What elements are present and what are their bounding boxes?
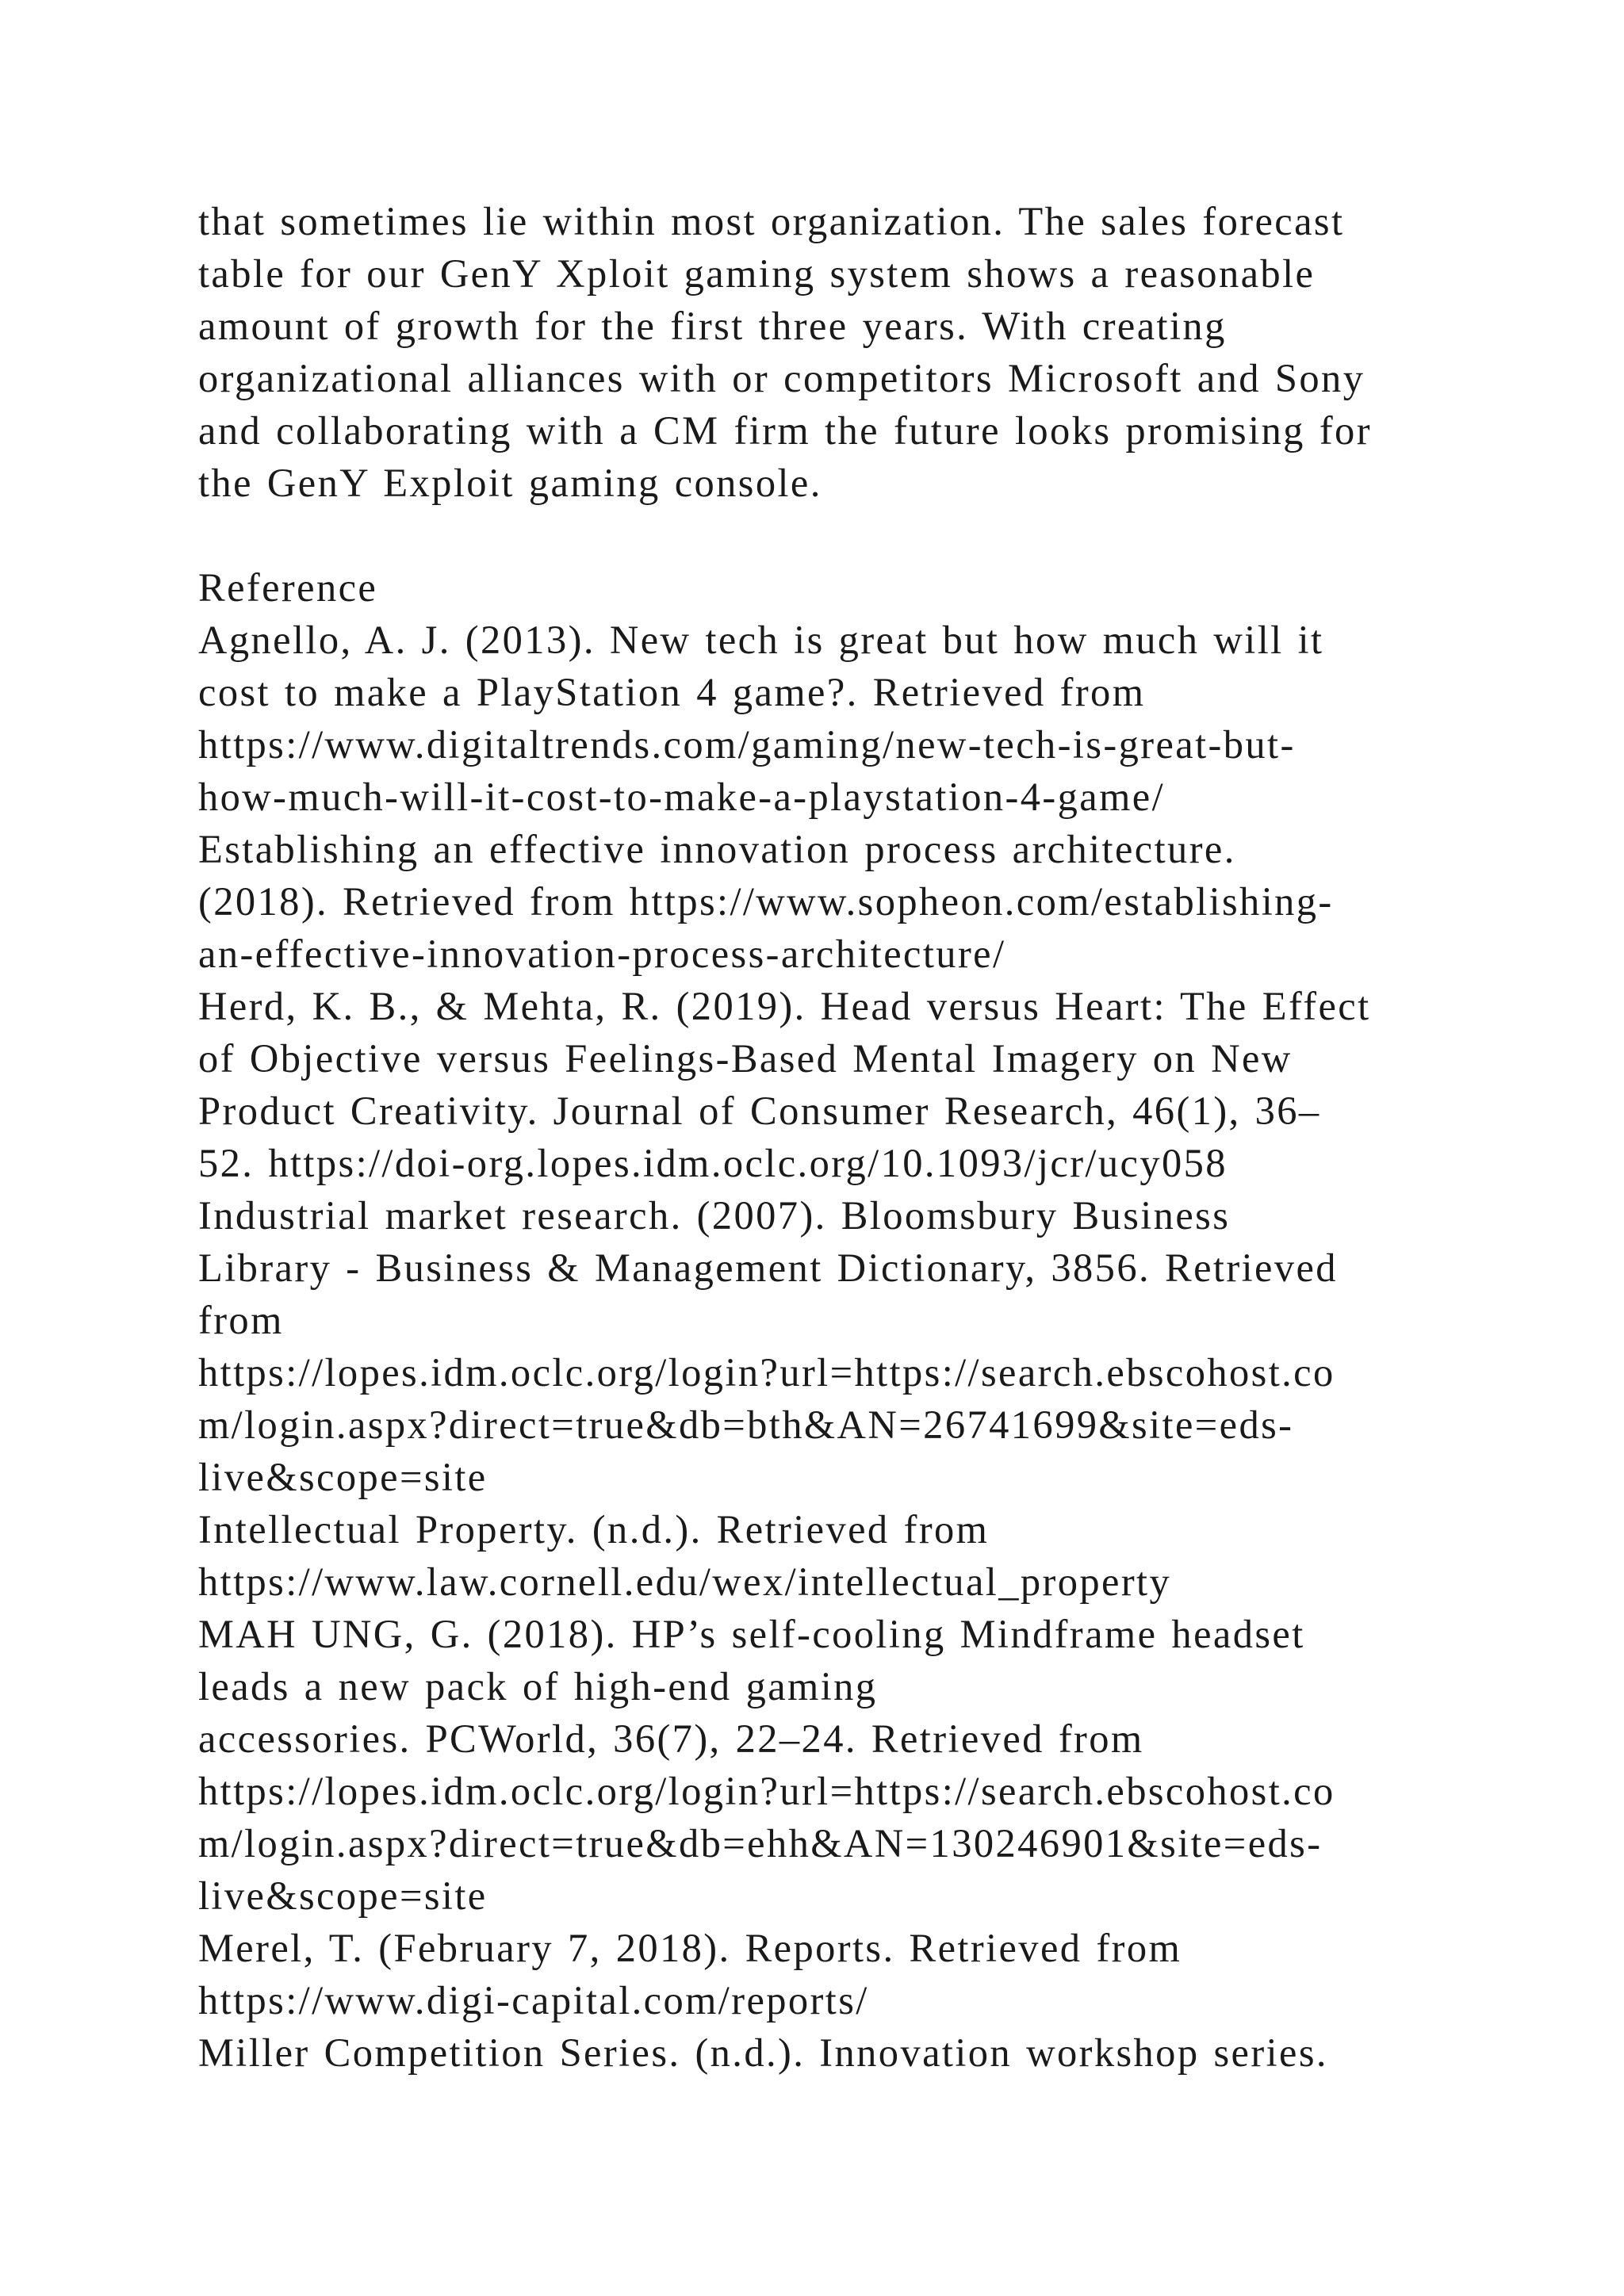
reference-line: from <box>198 1298 284 1342</box>
paragraph-line: the GenY Exploit gaming console. <box>198 461 822 505</box>
reference-line: https://www.digitaltrends.com/gaming/new-tech-is-great-but- <box>198 722 1296 767</box>
reference-line: accessories. PCWorld, 36(7), 22–24. Retrieved from <box>198 1716 1144 1761</box>
paragraph-gap <box>198 509 1499 561</box>
reference-line: Industrial market research. (2007). Bloomsbury Business <box>198 1193 1231 1238</box>
reference-line: m/login.aspx?direct=true&db=bth&AN=26741699&site=eds- <box>198 1402 1294 1447</box>
reference-line: Merel, T. (February 7, 2018). Reports. Retrieved from <box>198 1926 1182 1970</box>
reference-line: 52. https://doi-org.lopes.idm.oclc.org/10.1093/jcr/ucy058 <box>198 1141 1228 1185</box>
paragraph-line: and collaborating with a CM firm the future looks promising for <box>198 408 1372 453</box>
reference-line: Herd, K. B., & Mehta, R. (2019). Head versus Heart: The Effect <box>198 984 1371 1028</box>
reference-line: live&scope=site <box>198 1455 488 1499</box>
paragraph-line: organizational alliances with or competitors Microsoft and Sony <box>198 356 1365 400</box>
reference-line: https://lopes.idm.oclc.org/login?url=https://search.ebscohost.co <box>198 1350 1335 1395</box>
reference-line: live&scope=site <box>198 1873 488 1918</box>
reference-line: https://www.law.cornell.edu/wex/intellectual_property <box>198 1559 1172 1604</box>
reference-line: Product Creativity. Journal of Consumer Research, 46(1), 36– <box>198 1089 1321 1133</box>
reference-line: Library - Business & Management Dictionary, 3856. Retrieved <box>198 1246 1338 1290</box>
reference-line: (2018). Retrieved from https://www.sopheon.com/establishing- <box>198 879 1334 924</box>
reference-line: how-much-will-it-cost-to-make-a-playstation-4-game/ <box>198 775 1165 819</box>
reference-list <box>198 561 1499 2079</box>
reference-line: MAH UNG, G. (2018). HP’s self-cooling Mindframe headset <box>198 1612 1305 1656</box>
reference-line: Miller Competition Series. (n.d.). Innovation workshop series. <box>198 2030 1328 2075</box>
reference-line: leads a new pack of high-end gaming <box>198 1664 878 1709</box>
paragraph-line: table for our GenY Xploit gaming system shows a reasonable <box>198 251 1316 296</box>
reference-line: cost to make a PlayStation 4 game?. Retrieved from <box>198 670 1146 714</box>
paragraph-line: amount of growth for the first three years. With creating <box>198 304 1227 348</box>
reference-line: https://lopes.idm.oclc.org/login?url=https://search.ebscohost.co <box>198 1769 1335 1813</box>
reference-line: Intellectual Property. (n.d.). Retrieved from <box>198 1507 990 1552</box>
reference-line: m/login.aspx?direct=true&db=ehh&AN=130246901&site=eds- <box>198 1821 1323 1866</box>
body-paragraph <box>198 195 1499 509</box>
reference-line: of Objective versus Feelings-Based Mental Imagery on New <box>198 1036 1293 1081</box>
reference-heading: Reference <box>198 565 378 610</box>
reference-line: https://www.digi-capital.com/reports/ <box>198 1978 869 2022</box>
reference-line: Agnello, A. J. (2013). New tech is great but how much will it <box>198 618 1324 662</box>
paragraph-line: that sometimes lie within most organization. The sales forecast <box>198 199 1345 243</box>
document-page <box>198 195 1499 2079</box>
reference-line: Establishing an effective innovation process architecture. <box>198 827 1236 871</box>
reference-line: an-effective-innovation-process-architecture/ <box>198 932 1006 976</box>
